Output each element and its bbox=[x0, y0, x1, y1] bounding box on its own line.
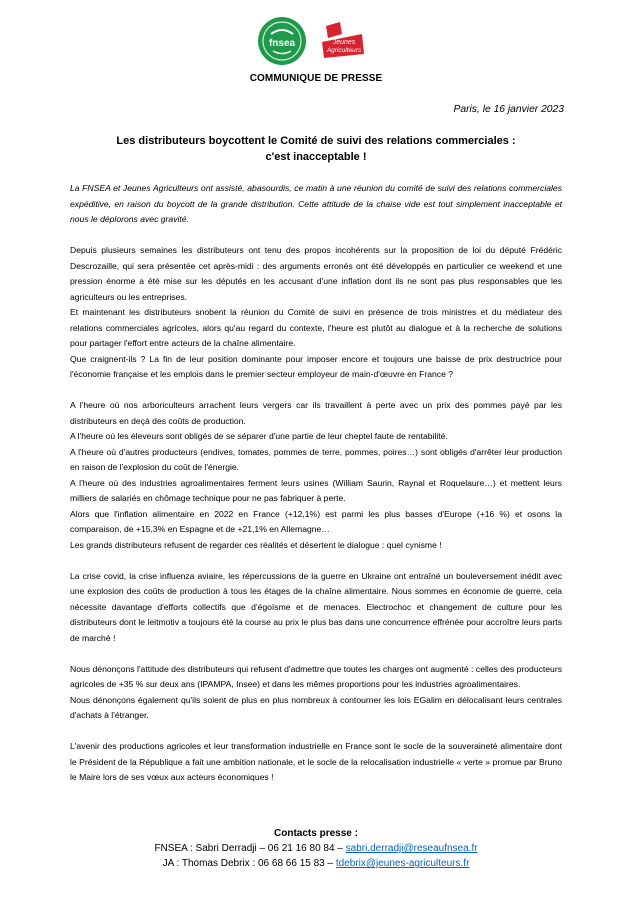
headline-line-2: c'est inacceptable ! bbox=[265, 150, 367, 163]
contacts-title: Contacts presse : bbox=[274, 828, 358, 839]
press-release-body bbox=[70, 181, 562, 801]
fnsea-logo-text: fnsea bbox=[268, 38, 296, 49]
section-4-paragraph-1: Nous dénonçons l'attitude des distributeurs qui refusent d'admettre que toutes les charges ont augmenté : celles des producteurs agricoles de +35 % sur deux ans (IPAMPA, Insee) et dans les mêmes proportions pour les industries agroalimentaires. bbox=[70, 663, 562, 689]
document-type-heading: COMMUNIQUE DE PRESSE bbox=[249, 73, 383, 84]
contact-fnsea-details: FNSEA : Sabri Derradji – 06 21 16 80 84 – bbox=[154, 843, 346, 854]
ja-logo-text-line2: Agriculteurs bbox=[326, 47, 362, 54]
intro-paragraph: La FNSEA et Jeunes Agriculteurs ont assisté, abasourdis, ce matin à une réunion du comité de suivi des relations commerciales expéditive, en raison du boycott de la grande distribution. Cette attitude de la chaise vide est tout simplement inacceptable et nous le déplorons avec gravité. bbox=[70, 183, 562, 224]
section-3-paragraph-1: La crise covid, la crise influenza aviaire, les répercussions de la guerre en Ukraine ont entraîné un bouleversement inédit avec une explosion des coûts de production à tous les étages de la chaîne alimentaire. Nous sommes en économie de guerre, cela nécessite davantage d'efforts collectifs que d'égoïsme et de menaces. Electrochoc et changement de culture pour les distributeurs dont le leitmotiv a toujours été la course au prix le plus bas dans une concurrence effrénée pour accroître leurs parts de marché ! bbox=[70, 570, 562, 643]
contact-ja-email-link[interactable]: tdebrix@jeunes-agriculteurs.fr bbox=[335, 858, 470, 869]
section-1-paragraph-2: Et maintenant les distributeurs snobent la réunion du Comité de suivi en présence de trois ministres et du médiateur des relations commerciales agricoles, alors qu'au regard du contexte, l'heure est plutôt au dialogue et à la recherche de solutions pour partager l'effort entre acteurs de la chaîne alimentaire. bbox=[70, 307, 562, 348]
section-2-paragraph-4: A l'heure où des industries agroalimentaires ferment leurs usines (William Saurin, Raynal et Roquelaure…) et mettent leurs milliers de salariés en chômage technique pour ne pas fabriquer à perte. bbox=[70, 477, 562, 503]
contact-fnsea bbox=[0, 841, 632, 856]
section-2 bbox=[70, 398, 562, 553]
contact-ja bbox=[0, 856, 632, 871]
press-release-headline bbox=[60, 134, 572, 165]
contact-ja-details: JA : Thomas Debrix : 06 68 66 15 83 – bbox=[162, 858, 336, 869]
section-2-paragraph-6: Les grands distributeurs refusent de regarder ces réalités et désertent le dialogue : quel cynisme ! bbox=[70, 539, 442, 550]
headline-line-1: Les distributeurs boycottent le Comité de suivi des relations commerciales : bbox=[116, 135, 516, 147]
fnsea-logo bbox=[257, 16, 307, 66]
section-2-paragraph-5: Alors que l'inflation alimentaire en 2022 en France (+12,1%) est parmi les plus basses d'Europe (+16 %) et osons la comparaison, de +15,3% en Espagne et de +21,1% en Allemagne… bbox=[70, 508, 562, 534]
ja-logo-text-line1: Jeunes bbox=[332, 39, 356, 46]
section-1-paragraph-3: Que craignent-ils ? La fin de leur position dominante pour imposer encore et toujours une baisse de prix destructrice pour l'économie française et les emplois dans le premier secteur employeur de main-d'œuvre en France ? bbox=[70, 353, 562, 379]
section-1-paragraph-1: Depuis plusieurs semaines les distributeurs ont tenu des propos incohérents sur la proposition de loi du député Frédéric Descrozaille, qui sera présentée cet après-midi : des arguments erronés ont été développés en particulier ce weekend et une pression énorme a été mise sur les députés en les accusant d'une inflation dont ils ne sont pas plus responsables que les agriculteurs ou les entreprises. bbox=[70, 245, 562, 302]
section-4 bbox=[70, 662, 562, 724]
section-1 bbox=[70, 243, 562, 383]
section-2-paragraph-1: A l'heure où nos arboriculteurs arrachent leurs vergers car ils travaillent à perte avec un prix des pommes payé par les distributeurs en deçà des coûts de production. bbox=[70, 400, 562, 426]
contact-fnsea-email-link[interactable]: sabri.derradji@reseaufnsea.fr bbox=[345, 843, 478, 854]
section-2-paragraph-2: A l'heure où les éleveurs sont obligés de se séparer d'une partie de leur cheptel faute de rentabilité. bbox=[70, 431, 448, 441]
press-contacts bbox=[0, 826, 632, 871]
jeunes-agriculteurs-logo bbox=[318, 20, 370, 60]
dateline: Paris, le 16 janvier 2023 bbox=[453, 104, 564, 115]
section-2-paragraph-3: A l'heure où d'autres producteurs (endives, tomates, pommes de terre, pommes, poires…) sont obligés d'arrêter leur production en raison de l'explosion du coût de l'énergie. bbox=[70, 446, 562, 472]
section-5-paragraph-1: L'avenir des productions agricoles et leur transformation industrielle en France sont le socle de la souveraineté alimentaire dont le Président de la République a fait une ambition nationale, et le socle de la relocalisation industrielle « verte » promue par Bruno le Maire lors de ses vœux aux acteurs économiques ! bbox=[70, 741, 562, 782]
section-4-paragraph-2: Nous dénonçons également qu'ils soient de plus en plus nombreux à contourner les lois EGalim en délocalisant leurs centrales d'achats à l'étranger. bbox=[70, 694, 562, 720]
